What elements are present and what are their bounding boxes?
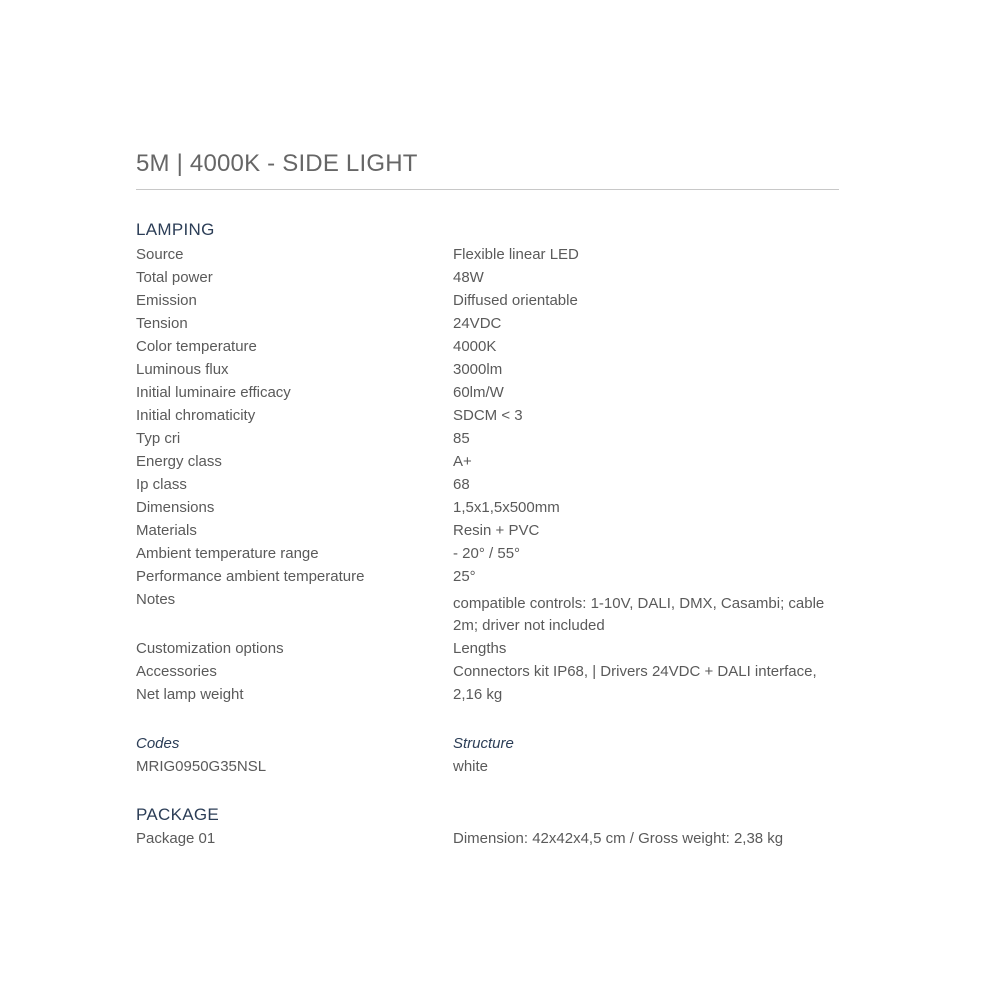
spec-label-energy-class: Energy class	[136, 453, 222, 470]
spec-value-emission: Diffused orientable	[453, 292, 578, 309]
spec-value-luminous-flux: 3000lm	[453, 361, 503, 378]
spec-label-luminous-flux: Luminous flux	[136, 361, 229, 378]
package-label: Package 01	[136, 830, 216, 847]
spec-label-chromaticity: Initial chromaticity	[136, 407, 256, 424]
spec-value-efficacy: 60lm/W	[453, 384, 504, 401]
spec-value-performance-ambient-temperature: 25°	[453, 568, 476, 585]
codes-heading: Codes	[136, 735, 180, 752]
spec-value-accessories: Connectors kit IP68, | Drivers 24VDC + DALI interface,	[453, 663, 817, 680]
spec-label-ambient-temperature-range: Ambient temperature range	[136, 545, 319, 562]
lamping-heading: LAMPING	[136, 220, 215, 239]
structure-heading: Structure	[453, 735, 514, 752]
spec-label-net-lamp-weight: Net lamp weight	[136, 686, 244, 703]
spec-label-typ-cri: Typ cri	[136, 430, 181, 447]
spec-value-typ-cri: 85	[453, 430, 470, 447]
spec-value-tension: 24VDC	[453, 315, 502, 332]
spec-value-total-power: 48W	[453, 269, 484, 286]
structure-value: white	[453, 758, 489, 775]
package-heading: PACKAGE	[136, 805, 220, 824]
spec-label-efficacy: Initial luminaire efficacy	[136, 384, 291, 401]
spec-label-customization-options: Customization options	[136, 640, 284, 657]
spec-value-net-lamp-weight: 2,16 kg	[453, 686, 503, 703]
package-value: Dimension: 42x42x4,5 cm / Gross weight: 2,38 kg	[453, 830, 784, 847]
spec-value-chromaticity: SDCM < 3	[453, 407, 523, 424]
page-title: 5M | 4000K - SIDE LIGHT	[136, 150, 418, 177]
spec-value-energy-class: A+	[453, 453, 472, 470]
spec-value-color-temperature: 4000K	[453, 338, 497, 355]
spec-label-emission: Emission	[136, 292, 197, 309]
spec-value-ip-class: 68	[453, 476, 470, 493]
spec-value-source: Flexible linear LED	[453, 246, 579, 263]
spec-label-total-power: Total power	[136, 269, 213, 286]
spec-value-customization-options: Lengths	[453, 640, 507, 657]
title-divider	[136, 189, 839, 190]
spec-label-color-temperature: Color temperature	[136, 338, 257, 355]
spec-label-tension: Tension	[136, 315, 188, 332]
spec-label-performance-ambient-temperature: Performance ambient temperature	[136, 568, 365, 585]
spec-label-source: Source	[136, 246, 184, 263]
spec-value-materials: Resin + PVC	[453, 522, 540, 539]
spec-value-ambient-temperature-range: - 20° / 55°	[453, 545, 521, 562]
spec-label-dimensions: Dimensions	[136, 499, 215, 516]
spec-label-notes: Notes	[136, 591, 176, 608]
spec-value-notes: compatible controls: 1-10V, DALI, DMX, Casambi; cable 2m; driver not included	[453, 595, 825, 634]
spec-label-ip-class: Ip class	[136, 476, 187, 493]
product-code: MRIG0950G35NSL	[136, 758, 267, 775]
spec-label-materials: Materials	[136, 522, 197, 539]
spec-label-accessories: Accessories	[136, 663, 217, 680]
spec-value-dimensions: 1,5x1,5x500mm	[453, 499, 560, 516]
